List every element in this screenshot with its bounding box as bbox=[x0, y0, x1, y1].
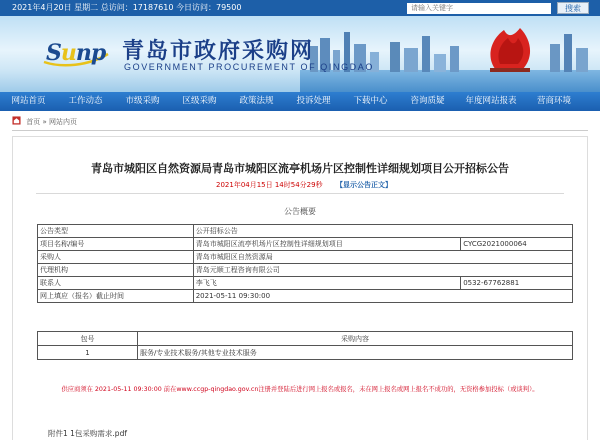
summary-key: 采购人 bbox=[38, 251, 194, 264]
logo-np: np bbox=[75, 40, 106, 66]
breadcrumb-home-link[interactable]: 首页 bbox=[26, 118, 41, 126]
summary-extra: 0532-67762881 bbox=[461, 277, 573, 290]
notice-title: 青岛市城阳区自然资源局青岛市城阳区流亭机场片区控制性详细规划项目公开招标公告 bbox=[91, 162, 509, 175]
package-table bbox=[37, 331, 573, 360]
table-row bbox=[38, 346, 573, 360]
summary-value: 青岛市城阳区流亭机场片区控制性详细规划项目 bbox=[193, 238, 460, 251]
summary-key: 网上填应（报名）截止时间 bbox=[38, 290, 194, 303]
breadcrumb bbox=[12, 115, 77, 129]
summary-value: 青岛元顺工程咨询有限公司 bbox=[193, 264, 572, 277]
main-nav bbox=[0, 92, 600, 111]
table-row bbox=[38, 238, 573, 251]
title-divider bbox=[36, 193, 564, 194]
logo-u: u bbox=[60, 40, 76, 66]
nav-item-inquiry[interactable]: 咨询质疑 bbox=[410, 96, 445, 106]
summary-table bbox=[37, 224, 573, 303]
may-wind-sculpture-icon bbox=[490, 28, 530, 72]
summary-key: 公告类型 bbox=[38, 225, 194, 238]
summary-value: 李飞飞 bbox=[193, 277, 460, 290]
top-info-bar bbox=[0, 0, 600, 16]
nav-item-work-news[interactable]: 工作动态 bbox=[68, 96, 103, 106]
nav-item-home[interactable]: 网站首页 bbox=[11, 96, 46, 106]
sea-decoration bbox=[300, 70, 600, 92]
summary-key: 代理机构 bbox=[38, 264, 194, 277]
summary-label: 公告概要 bbox=[284, 207, 316, 216]
table-row bbox=[38, 251, 573, 264]
content-header: 采购内容 bbox=[138, 332, 573, 346]
package-number: 1 bbox=[38, 346, 138, 360]
sunp-logo[interactable] bbox=[46, 40, 105, 66]
table-header-row bbox=[38, 332, 573, 346]
summary-value: 公开招标公告 bbox=[193, 225, 572, 238]
search-input[interactable] bbox=[407, 3, 551, 14]
nav-item-policies[interactable]: 政策法规 bbox=[239, 96, 274, 106]
summary-key: 联系人 bbox=[38, 277, 194, 290]
package-header: 包号 bbox=[38, 332, 138, 346]
table-row bbox=[38, 277, 573, 290]
nav-item-complaints[interactable]: 投诉处理 bbox=[296, 96, 331, 106]
site-banner bbox=[0, 16, 600, 92]
package-content: 服务/专业技术服务/其他专业技术服务 bbox=[138, 346, 573, 360]
date-visit-info: 2021年4月20日 星期二 总访问：17187610 今日访问：79500 bbox=[12, 3, 242, 12]
logo-s: S bbox=[46, 40, 61, 66]
publish-time: 2021年04月15日 14时54分29秒 bbox=[216, 181, 323, 189]
nav-item-business-environment[interactable]: 营商环境 bbox=[536, 96, 571, 106]
nav-item-city-procurement[interactable]: 市级采购 bbox=[125, 96, 160, 106]
nav-item-annual-report[interactable]: 年度网站报表 bbox=[465, 96, 517, 106]
summary-key: 项目名称/编号 bbox=[38, 238, 194, 251]
search-button[interactable]: 搜索 bbox=[557, 2, 589, 14]
nav-item-downloads[interactable]: 下载中心 bbox=[353, 96, 388, 106]
breadcrumb-current: 网站内页 bbox=[49, 118, 77, 126]
table-row bbox=[38, 225, 573, 238]
site-title: 青岛市政府采购网 bbox=[122, 39, 315, 64]
table-row bbox=[38, 264, 573, 277]
summary-value: 青岛市城阳区自然资源局 bbox=[193, 251, 572, 264]
attachment-link[interactable]: 附件1 1包采购需求.pdf bbox=[48, 429, 127, 438]
site-subtitle: GOVERNMENT PROCUREMENT OF QINGDAO bbox=[124, 62, 374, 72]
registration-warning: 供应商须在 2021-05-11 09:30:00 前在www.ccgp-qingdao.gov.cn注册并登陆后进行网上报名或报名，未在网上报名或网上报名不成功的，无资格参加投标（或谈判）。 bbox=[61, 386, 539, 393]
home-icon bbox=[12, 116, 21, 125]
summary-extra: CYCG2021000064 bbox=[461, 238, 573, 251]
breadcrumb-separator: » bbox=[42, 118, 47, 126]
nav-item-district-procurement[interactable]: 区级采购 bbox=[182, 96, 217, 106]
breadcrumb-divider bbox=[12, 130, 588, 131]
show-notice-body-link[interactable]: 【显示公告正文】 bbox=[336, 181, 392, 189]
table-row bbox=[38, 290, 573, 303]
summary-value: 2021-05-11 09:30:00 bbox=[193, 290, 572, 303]
